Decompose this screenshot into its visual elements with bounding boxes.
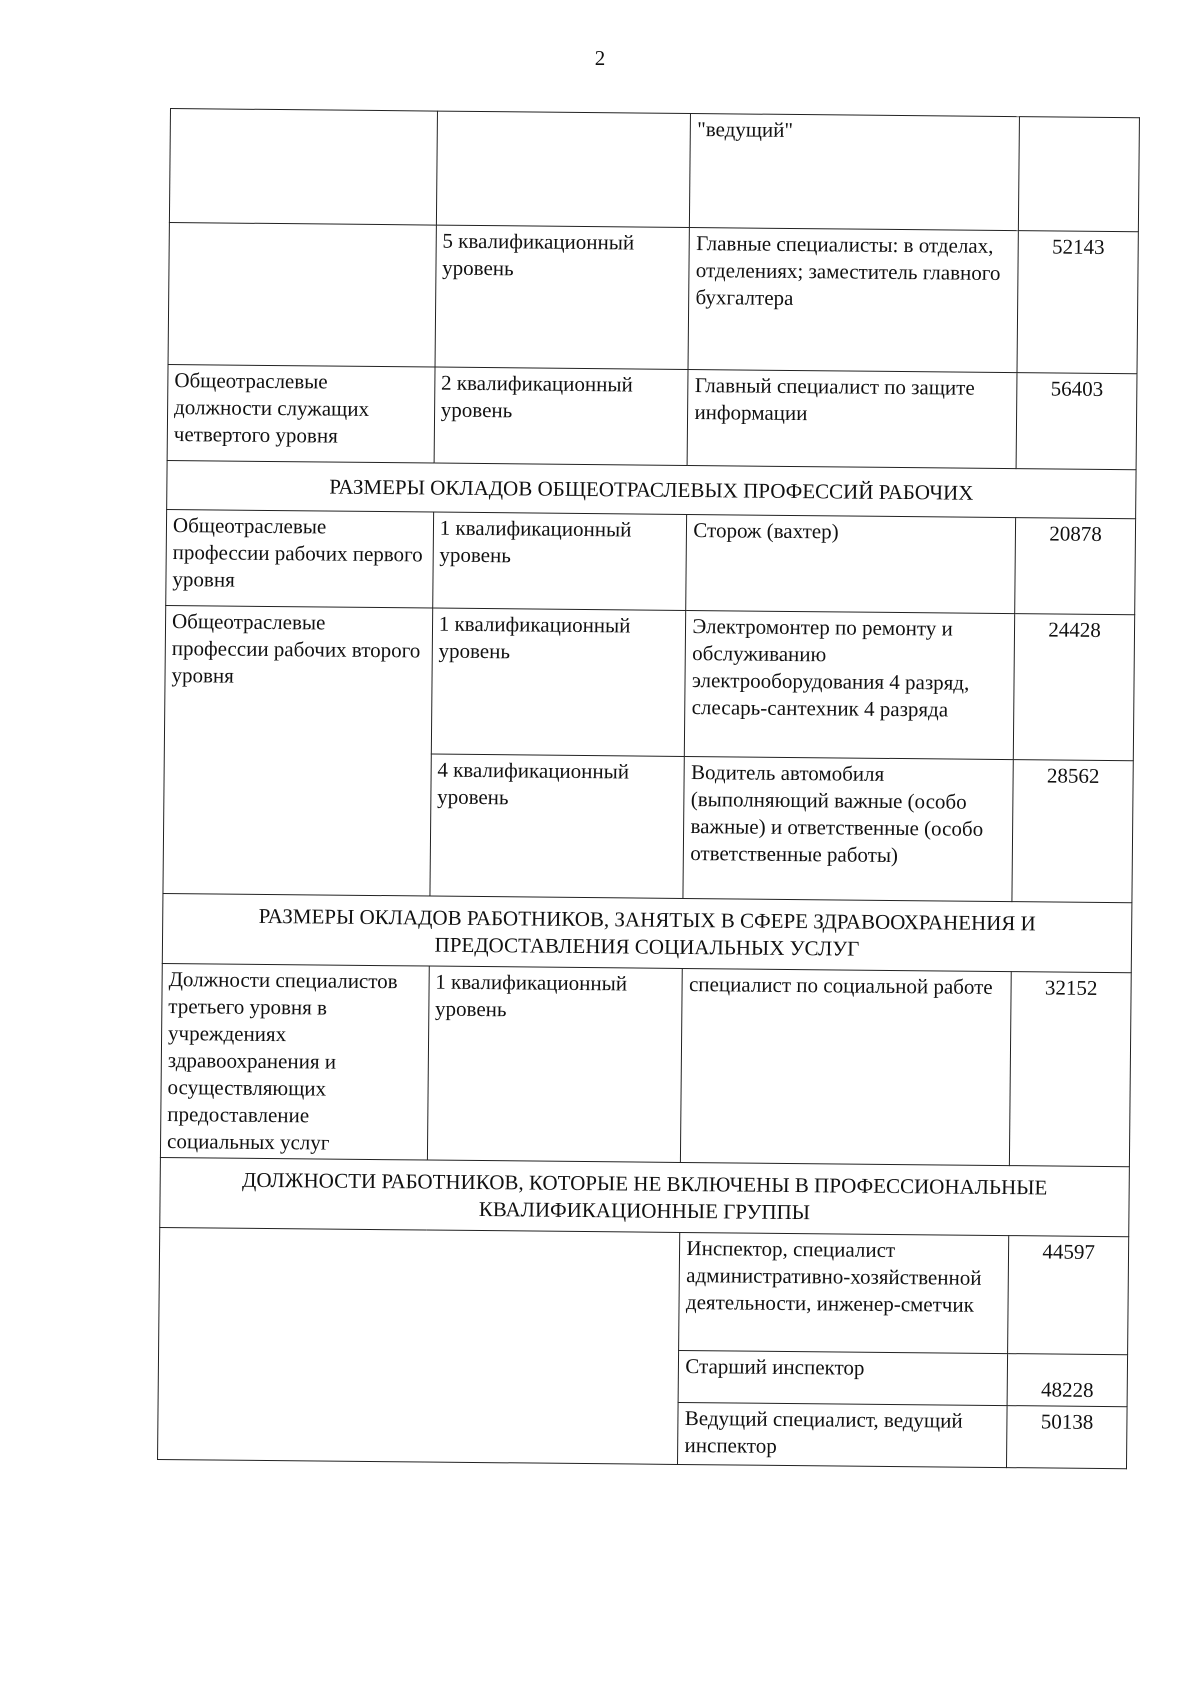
table-row <box>167 364 1137 469</box>
section-title: ДОЛЖНОСТИ РАБОТНИКОВ, КОТОРЫЕ НЕ ВКЛЮЧЕНЫ В ПРОФЕССИОНАЛЬНЫЕ КВАЛИФИКАЦИОННЫЕ ГРУППЫ <box>160 1157 1130 1236</box>
salary-cell: 24428 <box>1013 614 1134 761</box>
salary-table <box>157 108 1140 1469</box>
salary-cell: 48228 <box>1007 1354 1127 1407</box>
position-cell: Старший инспектор <box>679 1350 1008 1405</box>
section-title: РАЗМЕРЫ ОКЛАДОВ ОБЩЕОТРАСЛЕВЫХ ПРОФЕССИЙ РАБОЧИХ <box>167 460 1136 518</box>
position-cell: Водитель автомобиля (выполняющий важные (особо важные) и ответственные (особо ответственные работы) <box>683 756 1013 901</box>
salary-cell <box>1019 117 1140 232</box>
table-row <box>166 509 1136 614</box>
level-cell: 4 квалификационный уровень <box>430 754 685 898</box>
group-cell <box>168 222 436 367</box>
level-cell: 1 квалификационный уровень <box>431 608 686 756</box>
salary-cell: 44597 <box>1008 1236 1129 1355</box>
position-cell: Главный специалист по защите информации <box>687 369 1017 468</box>
group-cell: Общеотраслевые профессии рабочих второго уровня <box>163 605 432 896</box>
salary-cell: 32152 <box>1010 972 1132 1167</box>
position-cell: Главные специалисты: в отделах, отделениях; заместитель главного бухгалтера <box>688 227 1018 372</box>
section-header-row <box>160 1157 1130 1236</box>
position-cell: "ведущий" <box>690 114 1020 231</box>
empty-cell <box>158 1227 681 1464</box>
salary-cell: 20878 <box>1015 518 1136 615</box>
table-row <box>164 605 1134 760</box>
salary-cell: 28562 <box>1012 760 1133 903</box>
position-cell: Сторож (вахтер) <box>686 514 1016 613</box>
page-number: 2 <box>594 46 606 70</box>
salary-cell: 52143 <box>1017 231 1138 374</box>
group-cell: Общеотраслевые профессии рабочих первого уровня <box>166 509 434 608</box>
position-cell: специалист по социальной работе <box>681 968 1012 1165</box>
level-cell: 1 квалификационный уровень <box>427 966 683 1162</box>
table-row <box>168 222 1138 373</box>
section-header-row <box>162 893 1132 972</box>
level-cell: 1 квалификационный уровень <box>432 512 687 610</box>
level-cell: 2 квалификационный уровень <box>434 367 689 465</box>
position-cell: Ведущий специалист, ведущий инспектор <box>678 1402 1007 1467</box>
table-row <box>159 1227 1129 1354</box>
table-row <box>160 963 1131 1166</box>
group-cell: Общеотраслевые должности служащих четвертого уровня <box>167 364 435 463</box>
position-cell: Электромонтер по ремонту и обслуживанию электрооборудования 4 разряд, слесарь-сантехник 4 разряда <box>685 610 1015 759</box>
salary-cell: 56403 <box>1016 373 1137 470</box>
level-cell: 5 квалификационный уровень <box>435 225 690 369</box>
section-title: РАЗМЕРЫ ОКЛАДОВ РАБОТНИКОВ, ЗАНЯТЫХ В СФЕРЕ ЗДРАВООХРАНЕНИЯ И ПРЕДОСТАВЛЕНИЯ СОЦИАЛЬНЫХ УСЛУГ <box>162 893 1132 972</box>
position-cell: Инспектор, специалист административно-хозяйственной деятельности, инженер-сметчик <box>679 1232 1009 1353</box>
level-cell <box>436 111 691 227</box>
salary-cell: 50138 <box>1007 1406 1127 1469</box>
group-cell <box>169 109 437 226</box>
group-cell: Должности специалистов третьего уровня в учреждениях здравоохранения и осуществляющих предоставление социальных услуг <box>160 963 429 1160</box>
table-row <box>169 109 1139 232</box>
